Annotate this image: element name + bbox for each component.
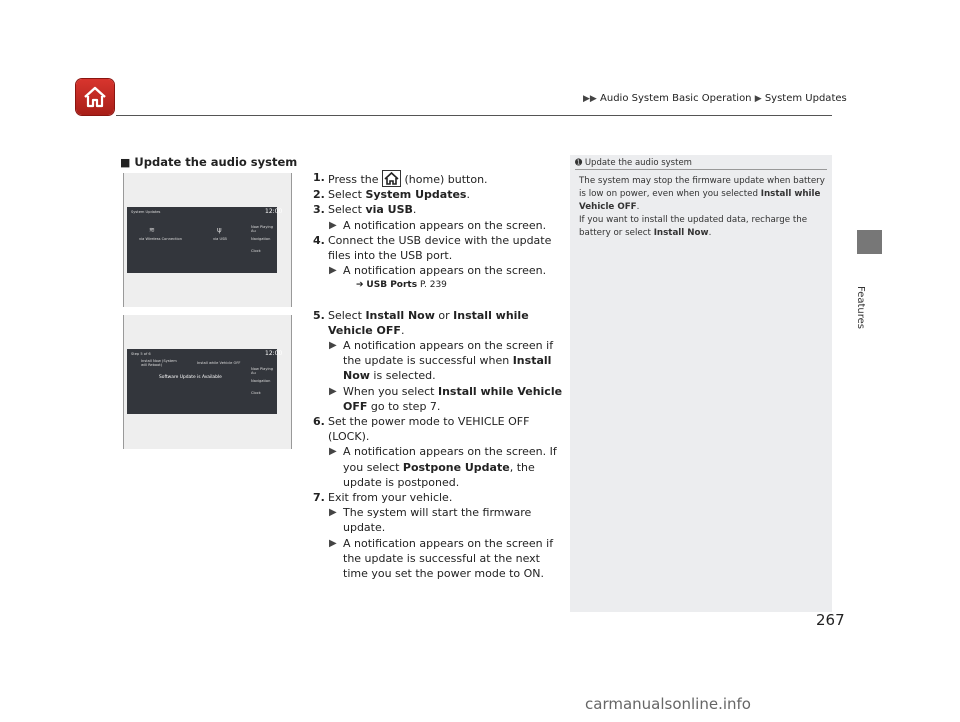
usb-icon: ψ bbox=[217, 226, 222, 234]
breadcrumb-arrow-icon: ▶▶ bbox=[583, 94, 597, 104]
step-1: 1. Press the (home) button. bbox=[313, 171, 488, 186]
screen-clock: 12:00 bbox=[265, 350, 283, 357]
reference-icon: ➔ bbox=[356, 280, 364, 291]
section-title-text: Update the audio system bbox=[134, 155, 298, 169]
breadcrumb-item[interactable]: System Updates bbox=[764, 93, 847, 104]
breadcrumb bbox=[583, 93, 847, 104]
square-bullet-icon: ■ bbox=[120, 156, 131, 169]
menu-now-playing: Now Playing Au bbox=[251, 225, 274, 233]
header-divider bbox=[116, 115, 832, 116]
steps-list bbox=[313, 170, 563, 581]
step-7-result: ▶ A notification appears on the screen if the update is successful at the next time you set the power mode to ON. bbox=[329, 536, 554, 581]
step-7-result: ▶ The system will start the firmware update. bbox=[329, 506, 532, 535]
screen-title: System Updates bbox=[131, 210, 161, 214]
watermark: carmanualsonline.info bbox=[585, 695, 751, 713]
result-arrow-icon: ▶ bbox=[329, 446, 337, 458]
result-arrow-icon: ▶ bbox=[329, 385, 337, 397]
screen-clock: 12:00 bbox=[265, 208, 283, 215]
side-note-title: ➊ Update the audio system bbox=[575, 158, 692, 168]
result-arrow-icon: ▶ bbox=[329, 537, 337, 549]
wifi-icon: ≋ bbox=[149, 226, 155, 234]
menu-clock: Clock bbox=[251, 391, 261, 395]
menu-clock: Clock bbox=[251, 249, 261, 253]
head-unit-screen bbox=[127, 207, 283, 273]
screen-illustration-2 bbox=[123, 315, 292, 449]
breadcrumb-arrow-icon: ▶ bbox=[754, 94, 762, 104]
screen-title: Step 5 of 6 bbox=[131, 352, 151, 356]
step-4-result: ▶ A notification appears on the screen. bbox=[329, 264, 547, 278]
side-note-divider bbox=[575, 169, 827, 170]
side-note-body: The system may stop the firmware update when battery is low on power, even when you selected Install while Vehicle OFF. If you want to install the updated data, recharge the battery or select Install Now. bbox=[579, 176, 825, 238]
install-now-button: Install Now (System will Reboot) bbox=[141, 359, 177, 367]
option-wireless: via Wireless Connection bbox=[139, 237, 182, 241]
step-6: 6. Set the power mode to VEHICLE OFF (LOCK). bbox=[313, 415, 530, 444]
menu-now-playing: Now Playing Au bbox=[251, 367, 274, 375]
step-5-note: ▶ When you select Install while Vehicle OFF go to step 7. bbox=[329, 384, 563, 413]
step-4: 4. Connect the USB device with the update files into the USB port. bbox=[313, 233, 552, 263]
step-3: 3. Select via USB. bbox=[313, 203, 417, 217]
home-section-icon bbox=[76, 79, 114, 115]
step-3-result: ▶ A notification appears on the screen. bbox=[329, 218, 547, 232]
step-5-result: ▶ A notification appears on the screen if the update is successful when Install Now is selected. bbox=[329, 339, 554, 383]
step-5: 5. Select Install Now or Install while Vehicle OFF. bbox=[313, 308, 529, 337]
section-tab-marker bbox=[857, 230, 882, 254]
breadcrumb-item[interactable]: Audio System Basic Operation bbox=[600, 93, 752, 104]
screen-illustration-1 bbox=[123, 173, 292, 307]
result-arrow-icon: ▶ bbox=[329, 340, 337, 352]
result-arrow-icon: ▶ bbox=[329, 265, 337, 277]
result-arrow-icon: ▶ bbox=[329, 219, 337, 231]
note-marker-icon: ➊ bbox=[575, 158, 583, 168]
step-6-result: ▶ A notification appears on the screen. If you select Postpone Update, the update is postponed. bbox=[329, 445, 557, 489]
install-off-button: Install while Vehicle OFF bbox=[197, 361, 241, 365]
menu-navigation: Navigation bbox=[251, 237, 271, 241]
head-unit-screen bbox=[127, 349, 283, 414]
step-7: 7. Exit from your vehicle. bbox=[313, 491, 453, 505]
result-arrow-icon: ▶ bbox=[329, 507, 337, 519]
section-title bbox=[120, 155, 297, 169]
update-heading: Software Update is Available bbox=[159, 375, 222, 380]
page-number: 267 bbox=[816, 611, 845, 629]
section-tab-label: Features bbox=[855, 286, 866, 329]
step-2: 2. Select System Updates. bbox=[313, 188, 470, 202]
cross-reference[interactable]: ➔ USB Ports P. 239 bbox=[356, 280, 447, 291]
home-button-icon bbox=[382, 170, 401, 187]
menu-navigation: Navigation bbox=[251, 379, 271, 383]
option-usb: via USB bbox=[213, 237, 227, 241]
